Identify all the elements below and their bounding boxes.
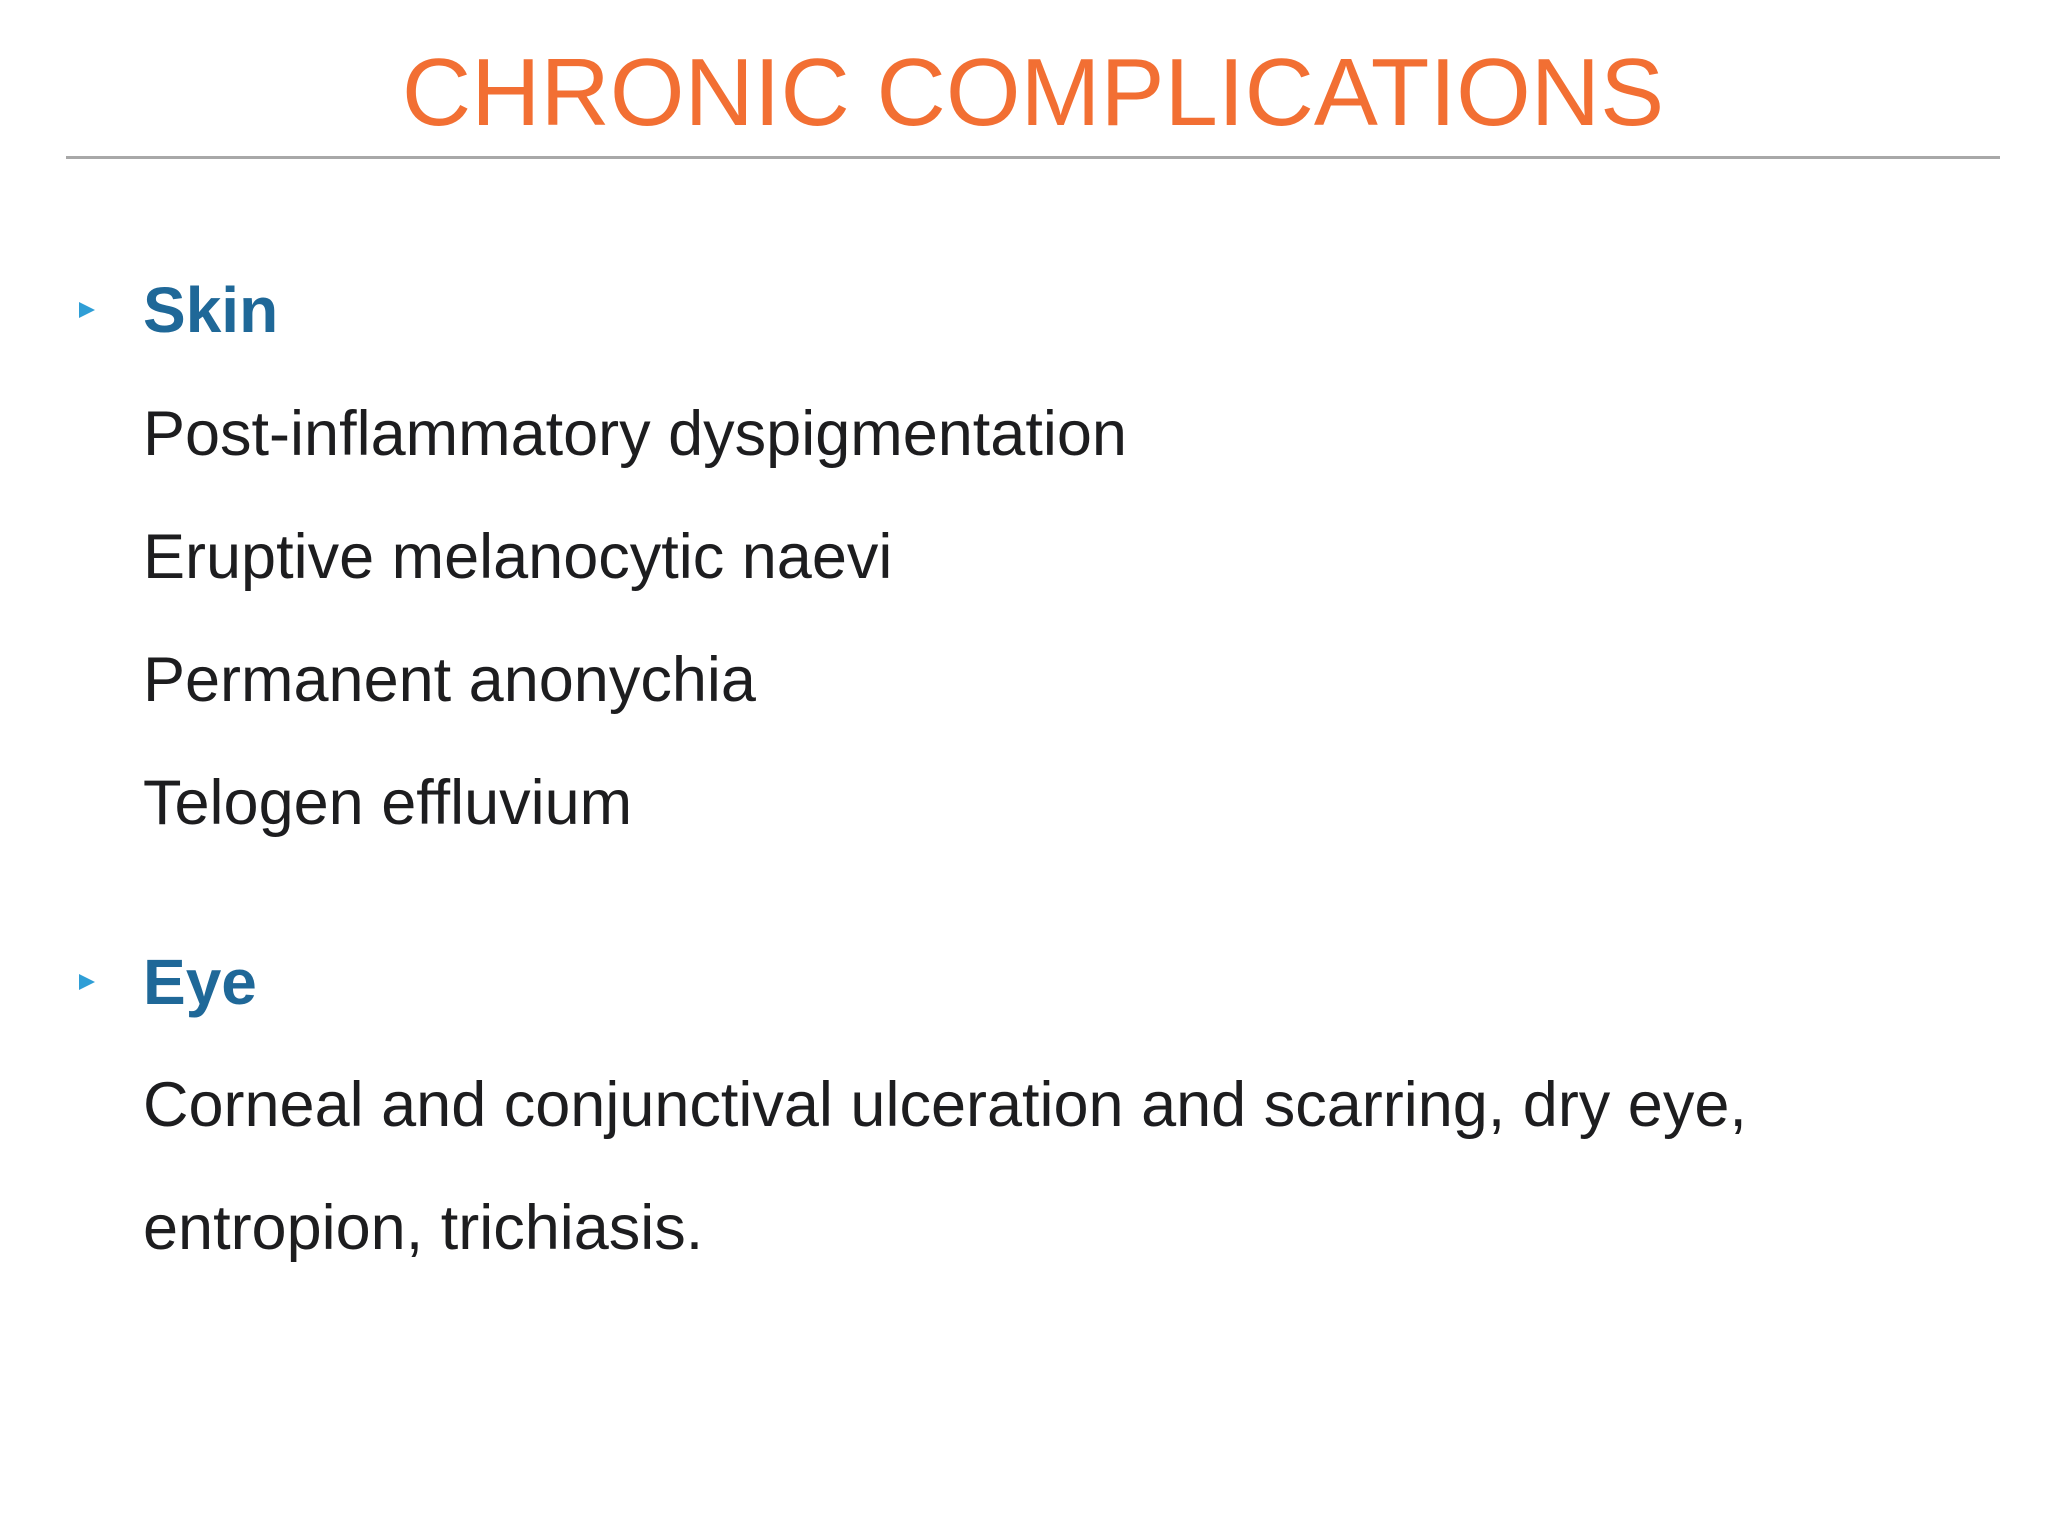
list-item: Eruptive melanocytic naevi (143, 522, 893, 592)
section-heading-skin: Skin (143, 274, 279, 346)
list-item: Telogen effluvium (143, 768, 633, 838)
list-item: Corneal and conjunctival ulceration and scarring, dry eye, (143, 1070, 1747, 1140)
list-item: Post-inflammatory dyspigmentation (143, 399, 1127, 469)
list-item: Permanent anonychia (143, 645, 756, 715)
slide-title: CHRONIC COMPLICATIONS (401, 39, 1665, 146)
section-heading-eye: Eye (143, 946, 257, 1018)
list-item: entropion, trichiasis. (143, 1193, 704, 1263)
triangle-bullet-icon (79, 974, 95, 990)
title-divider (66, 156, 2000, 159)
triangle-bullet-icon (79, 302, 95, 318)
